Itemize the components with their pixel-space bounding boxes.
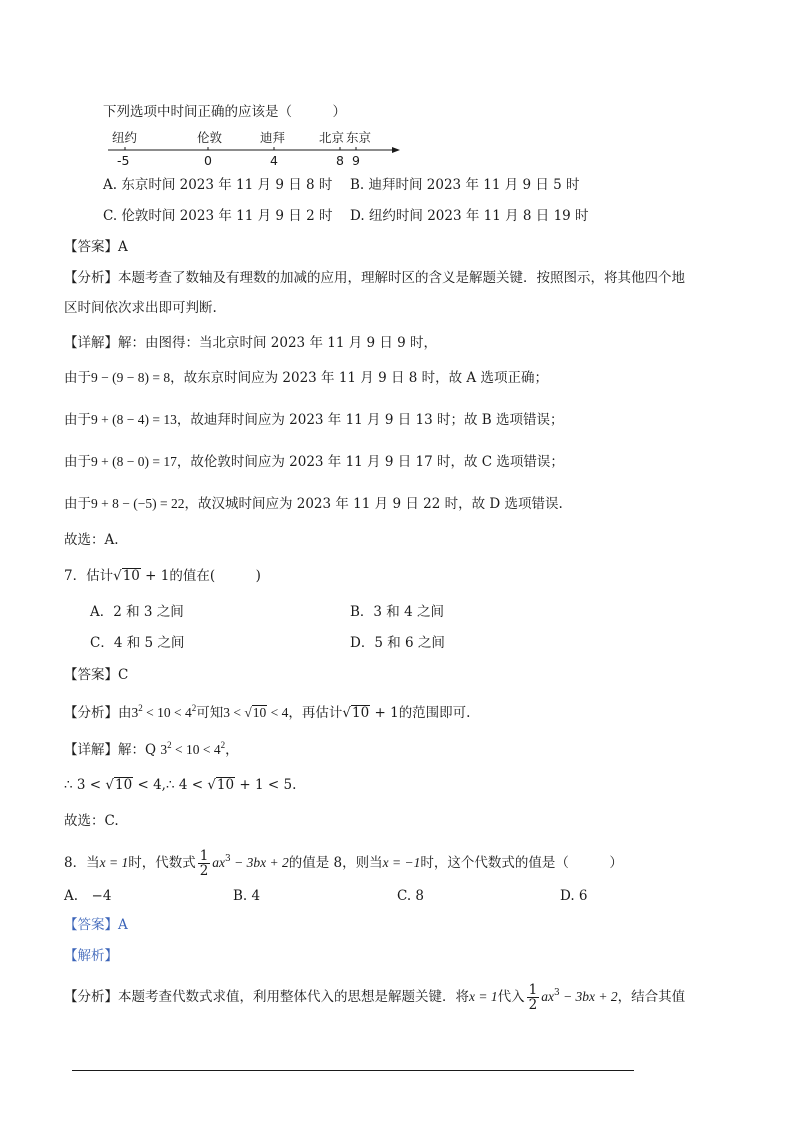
analysis-tag: 【分析】: [64, 705, 118, 721]
tick-value: 8: [336, 153, 344, 168]
analysis-text: 的范围即可.: [398, 705, 471, 721]
therefore-left: ∴ 3 <: [64, 777, 106, 793]
ineq-right: < 4: [267, 705, 289, 720]
denominator: 2: [528, 997, 538, 1013]
answer-tag: 【答案】: [64, 667, 118, 683]
tick-value: 4: [270, 153, 278, 168]
sqrt-radicand: 10: [216, 777, 235, 793]
answer-value: C: [118, 667, 129, 683]
detail-tag: 【详解】: [64, 335, 118, 351]
sqrt-radicand: 10: [122, 568, 140, 584]
q8-option-b: B. 4: [233, 888, 261, 904]
q8-option-d: D. 6: [560, 888, 588, 904]
q6-analysis-line1: [64, 268, 685, 288]
analysis-text: ，再估计: [288, 705, 343, 721]
tick-value: 0: [204, 153, 212, 168]
because-symbol: Q: [145, 742, 161, 758]
q7-option-d: D．5 和 6 之间: [350, 635, 445, 651]
q7-conclusion: 故选：C.: [64, 813, 119, 829]
q8-number: 8．当: [64, 855, 100, 871]
ineq-base: 3: [131, 705, 139, 720]
number-line-figure: [100, 128, 410, 168]
q7-stem: [64, 566, 261, 586]
city-label: 伦敦: [197, 130, 223, 145]
q8-jiexi: 【解析】: [64, 948, 118, 964]
number-line-arrow: [392, 147, 400, 153]
q7-number: 7．估计: [64, 568, 114, 584]
fraction-one-half: [527, 983, 540, 1012]
tick-value: 9: [352, 153, 360, 168]
fraction-one-half: [198, 849, 211, 878]
analysis-tag: 【分析】: [64, 989, 118, 1005]
step-text: ，故汉城时间应为 2023 年 11 月 9 日 22 时，故 D 选项错误.: [184, 496, 563, 512]
expression-term: − 3bx + 2: [559, 989, 618, 1004]
analysis-text: 代入: [497, 989, 525, 1005]
q7-answer: [64, 665, 128, 685]
plus-one: + 1: [370, 705, 399, 721]
stem-text: 的值是 8，则当: [288, 855, 383, 871]
q7-option-c: C．4 和 5 之间: [90, 635, 185, 651]
analysis-tag: 【分析】: [64, 270, 118, 286]
q6-answer: [64, 237, 128, 257]
denominator: 2: [199, 863, 209, 879]
detail-tag: 【详解】: [64, 742, 118, 758]
expression-term: ax: [541, 989, 554, 1004]
q6-detail-intro: [64, 333, 437, 353]
condition: x = 1: [469, 989, 498, 1004]
q6-step-1: [64, 368, 548, 388]
q8-option-a: A. −4: [64, 888, 112, 904]
analysis-text: 本题考查了数轴及有理数的加减的应用，理解时区的含义是解题关键．按照图示，将其他四个地: [118, 270, 685, 286]
city-label: 迪拜: [260, 130, 286, 145]
inequality: $3^2 < 10 < 4^2$: [160, 740, 226, 757]
step-prefix: 由于: [64, 496, 91, 512]
detail-text: 解：: [118, 742, 145, 758]
sqrt-inequality: 3 < √10 < 4: [223, 705, 289, 720]
q6-conclusion: 故选：A.: [64, 532, 119, 548]
analysis-text: 由: [118, 705, 132, 721]
numerator: 1: [528, 982, 538, 998]
city-label: 东京: [346, 130, 372, 145]
step-prefix: 由于: [64, 454, 91, 470]
ineq-base: 3: [160, 742, 168, 757]
ineq-mid: < 10 < 4: [171, 742, 221, 757]
analysis-text: 本题考查代数式求值，利用整体代入的思想是解题关键．将: [118, 989, 469, 1005]
exponent: 3: [553, 988, 560, 998]
q7-detail-line2: ∴ 3 < √10 < 4,∴ 4 < √10 + 1 < 5.: [64, 777, 297, 793]
step-text: ，故东京时间应为 2023 年 11 月 9 日 8 时，故 A 选项正确；: [170, 370, 548, 386]
step-prefix: 由于: [64, 412, 91, 428]
therefore-right: + 1 < 5.: [235, 777, 297, 793]
detail-text: ，: [225, 742, 239, 758]
q8-answer: 【答案】A: [64, 917, 128, 933]
sqrt-symbol: √: [113, 568, 122, 584]
answer-value: A: [118, 239, 128, 255]
detail-text: 解：由图得：当北京时间 2023 年 11 月 9 日 9 时，: [118, 335, 438, 351]
q7-option-b: B．3 和 4 之间: [350, 604, 444, 620]
exponent: 3: [225, 854, 231, 864]
city-label: 纽约: [112, 130, 138, 145]
q6-step-2: [64, 410, 563, 430]
footer-rule: [72, 1070, 634, 1071]
expression-term: − 3bx + 2: [230, 855, 289, 870]
expression-term: ax: [212, 855, 226, 870]
ineq-left: 3 <: [223, 705, 245, 720]
tick-value: -5: [117, 153, 130, 168]
sqrt-symbol: √: [342, 705, 352, 721]
q6-option-c: C. 伦敦时间 2023 年 11 月 9 日 2 时: [103, 208, 333, 224]
q7-stem-tail: 的值在( ): [169, 568, 261, 584]
step-text: ，故伦敦时间应为 2023 年 11 月 9 日 17 时，故 C 选项错误；: [176, 454, 564, 470]
step-prefix: 由于: [64, 370, 91, 386]
step-text: ，故迪拜时间应为 2023 年 11 月 9 日 13 时；故 B 选项错误；: [176, 412, 564, 428]
q6-step-4: [64, 494, 563, 514]
ineq-mid: < 10 < 4: [142, 705, 192, 720]
plus-one: + 1: [140, 568, 170, 584]
sqrt-radicand: 10: [352, 705, 370, 721]
condition: x = 1: [99, 855, 129, 870]
q8-stem: [64, 846, 623, 880]
q7-analysis: [64, 703, 470, 723]
condition: x = −1: [382, 855, 421, 870]
step-expression: 9 − (9 − 8) = 8: [91, 370, 171, 385]
q6-option-b: B. 迪拜时间 2023 年 11 月 9 日 5 时: [350, 177, 580, 193]
sqrt-radicand: 10: [114, 777, 133, 793]
q6-analysis-line2: 区时间依次求出即可判断.: [64, 300, 217, 316]
therefore-mid: < 4,∴ 4 <: [133, 777, 208, 793]
numerator: 1: [199, 848, 209, 864]
q6-stem: 下列选项中时间正确的应该是（ ）: [103, 104, 346, 120]
q8-analysis: [64, 980, 685, 1014]
analysis-text: ，结合其值: [617, 989, 686, 1005]
q7-detail-line1: [64, 740, 239, 760]
q6-step-3: [64, 452, 564, 472]
step-expression: 9 + (8 − 4) = 13: [91, 412, 177, 427]
q8-option-c: C. 8: [397, 888, 425, 904]
q6-option-d: D. 纽约时间 2023 年 11 月 8 日 19 时: [350, 208, 589, 224]
step-expression: 9 + 8 − (−5) = 22: [91, 496, 185, 511]
step-expression: 9 + (8 − 0) = 17: [91, 454, 177, 469]
answer-tag: 【答案】: [64, 239, 118, 255]
q6-option-a: A. 东京时间 2023 年 11 月 9 日 8 时: [103, 177, 333, 193]
sqrt-radicand: 10: [252, 705, 267, 720]
stem-text: 时，这个代数式的值是（ ）: [420, 855, 623, 871]
stem-text: 时，代数式: [128, 855, 196, 871]
inequality: $3^2 < 10 < 4^2$: [131, 703, 197, 720]
analysis-text: 可知: [196, 705, 224, 721]
city-label: 北京: [319, 130, 345, 145]
q7-option-a: A．2 和 3 之间: [90, 604, 184, 620]
